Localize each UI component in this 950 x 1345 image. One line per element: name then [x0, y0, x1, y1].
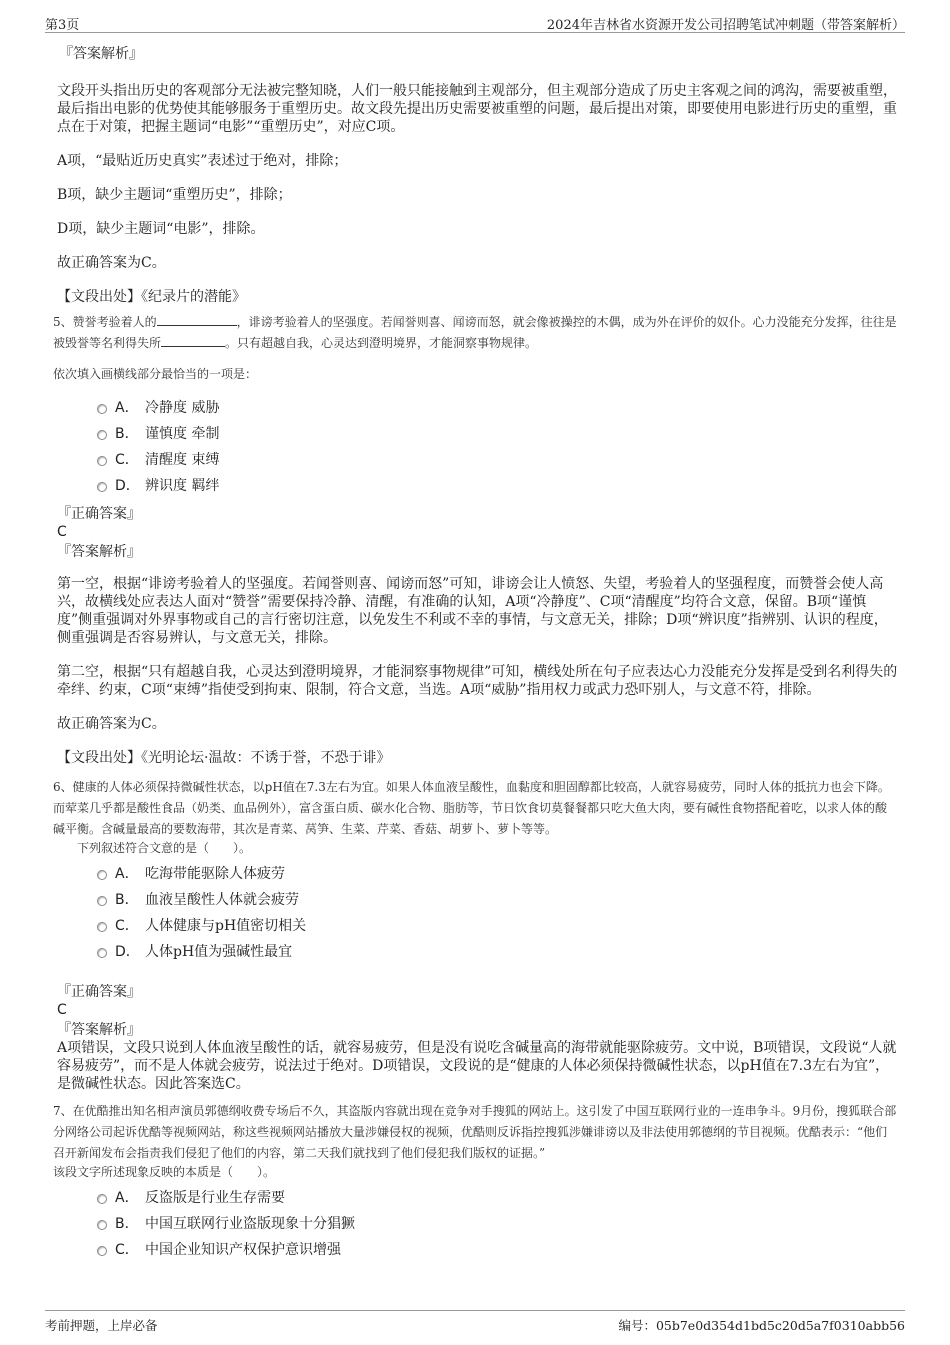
correct-answer-label: 『正确答案』 — [57, 506, 141, 522]
option-list — [57, 1185, 898, 1263]
radio-icon[interactable] — [97, 482, 107, 492]
analysis-label: 『答案解析』 — [57, 544, 141, 560]
option-a[interactable] — [57, 1185, 898, 1211]
analysis-paragraph-1: 第一空，根据“诽谤考验着人的坚强度。若闻誉则喜、闻谤而怒”可知，诽谤会让人愤怒、失望，考验着人的坚强程度，而赞誉会使人高兴，故横线处应表达人面对“赞誉”需要保持冷静、清醒，有准确的认知，A项“冷静度”、C项“清醒度”均符合文意，保留。B项“谨慎度”侧重强调对外界事物或自己的言行密切注意，以免发生不利或不幸的事情，与文意无关，排除；D项“辨识度”指辨别、认识的程度，侧重强调是否容易辨认，与文意无关，排除。 — [57, 576, 888, 646]
option-letter: B． — [115, 1216, 139, 1232]
question-stem — [53, 312, 898, 354]
option-list — [57, 861, 898, 965]
radio-icon[interactable] — [97, 456, 107, 466]
radio-icon[interactable] — [97, 430, 107, 440]
analysis-paragraph: A项错误，文段只说到人体血液呈酸性的话，就容易疲劳，但是没有说吃含碱量高的海带就能驱除疲劳。文中说，B项错误，文段说“人就容易疲劳”，而不是人体就会疲劳，说法过于绝对。D项错误，文段说的是“健康的人体必须保持微碱性状态，以pH值在7.3左右为宜”，是微碱性状态。因此答案选C。 — [57, 1040, 897, 1092]
page-content — [53, 45, 898, 1263]
option-b-note: B项，缺少主题词“重塑历史”，排除； — [57, 187, 292, 203]
radio-icon[interactable] — [97, 870, 107, 880]
stem-part-3: 。只有超越自我，心灵达到澄明境界，才能洞察事物规律。 — [225, 336, 538, 350]
question-stem: 7、在优酷推出知名相声演员郭德纲收费专场后不久，其盗版内容就出现在竞争对手搜狐的网站上。这引发了中国互联网行业的一连串争斗。9月份，搜狐联合部分网络公司起诉优酷等视频网站，称这些视频网站播放大量涉嫌侵权的视频，优酷则反诉指控搜狐涉嫌诽谤以及非法使用郭德纲的节目视频。优酷表示：“他们召开新闻发布会指责我们侵犯了他们的内容，第二天我们就找到了他们侵犯我们版权的证据。” — [53, 1104, 897, 1160]
fill-blank-1 — [157, 325, 237, 326]
option-letter: D． — [115, 944, 140, 960]
footer-slogan: 考前押题，上岸必备 — [45, 1318, 158, 1333]
option-c[interactable] — [57, 1237, 898, 1263]
option-c[interactable] — [57, 913, 898, 939]
conclusion: 故正确答案为C。 — [57, 255, 166, 271]
question-prompt: 依次填入画横线部分最恰当的一项是： — [53, 367, 258, 381]
option-list — [57, 395, 898, 499]
document-title: 2024年吉林省水资源开发公司招聘笔试冲刺题（带答案解析） — [546, 18, 905, 33]
radio-icon[interactable] — [97, 404, 107, 414]
radio-icon[interactable] — [97, 922, 107, 932]
option-d[interactable] — [57, 939, 898, 965]
question-prompt: 下列叙述符合文意的是（ ）。 — [77, 841, 252, 855]
option-a-note: A项，“最贴近历史真实”表述过于绝对，排除； — [57, 153, 348, 169]
option-text: 人体健康与pH值密切相关 — [145, 918, 307, 934]
radio-icon[interactable] — [97, 1194, 107, 1204]
stem-part-1: 5、赞誉考验着人的 — [53, 315, 157, 329]
option-text: 血液呈酸性人体就会疲劳 — [145, 892, 299, 908]
option-letter: A． — [115, 866, 139, 882]
question-prompt: 该段文字所述现象反映的本质是（ ）。 — [53, 1165, 276, 1179]
option-letter: A． — [115, 1190, 139, 1206]
option-a[interactable] — [57, 861, 898, 887]
conclusion: 故正确答案为C。 — [57, 716, 166, 732]
radio-icon[interactable] — [97, 948, 107, 958]
question-6 — [53, 777, 898, 1093]
option-letter: D． — [115, 478, 140, 494]
option-letter: B． — [115, 892, 139, 908]
option-b[interactable] — [57, 421, 898, 447]
option-letter: A． — [115, 400, 139, 416]
source-note: 【文段出处】《纪录片的潜能》 — [57, 289, 246, 305]
page-number: 第3页 — [45, 18, 80, 33]
page-header — [45, 10, 905, 33]
option-text: 谨慎度 牵制 — [145, 426, 220, 442]
correct-answer-label: 『正确答案』 — [57, 984, 141, 1000]
analysis-block-q4 — [57, 45, 898, 306]
radio-icon[interactable] — [97, 1220, 107, 1230]
question-5 — [53, 312, 898, 767]
question-stem: 6、健康的人体必须保持微碱性状态，以pH值在7.3左右为宜。如果人体血液呈酸性，血黏度和胆固醇都比较高，人就容易疲劳，同时人体的抵抗力也会下降。而荤菜几乎都是酸性食品（奶类、血品例外），富含蛋白质、碳水化合物、脂肪等，节日饮食切莫餐餐都只吃大鱼大肉，要有碱性食物搭配着吃，以求人体的酸碱平衡。含碱量最高的要数海带，其次是青菜、莴笋、生菜、芹菜、香菇、胡萝卜、萝卜等等。 — [53, 780, 890, 836]
option-letter: C． — [115, 452, 139, 468]
correct-answer: C — [57, 1002, 67, 1018]
option-d-note: D项，缺少主题词“电影”，排除。 — [57, 221, 265, 237]
option-text: 吃海带能驱除人体疲劳 — [145, 866, 285, 882]
document-id: 编号：05b7e0d354d1bd5c20d5a7f0310abb56 — [618, 1318, 905, 1333]
option-text: 冷静度 威胁 — [145, 400, 220, 416]
radio-icon[interactable] — [97, 896, 107, 906]
fill-blank-2 — [161, 346, 225, 347]
analysis-label: 『答案解析』 — [59, 46, 143, 62]
analysis-label: 『答案解析』 — [57, 1022, 141, 1038]
option-a[interactable] — [57, 395, 898, 421]
option-text: 人体pH值为强碱性最宜 — [145, 944, 293, 960]
option-text: 辨识度 羁绊 — [145, 478, 220, 494]
option-b[interactable] — [57, 1211, 898, 1237]
source-note: 【文段出处】《光明论坛·温故：不诱于誉，不恐于诽》 — [57, 750, 391, 766]
question-7 — [53, 1101, 898, 1263]
option-c[interactable] — [57, 447, 898, 473]
correct-answer: C — [57, 524, 67, 540]
option-text: 反盗版是行业生存需要 — [145, 1190, 285, 1206]
analysis-paragraph: 文段开头指出历史的客观部分无法被完整知晓，人们一般只能接触到主观部分，但主观部分造成了历史主客观之间的鸿沟，需要被重塑，最后指出电影的优势使其能够服务于重塑历史。故文段先提出历史需要被重塑的问题，最后提出对策，即要使用电影进行历史的重塑，重点在于对策，把握主题词“电影”“重塑历史”，对应C项。 — [57, 83, 897, 135]
option-b[interactable] — [57, 887, 898, 913]
page-footer — [45, 1310, 905, 1333]
option-letter: C． — [115, 1242, 139, 1258]
option-text: 中国企业知识产权保护意识增强 — [145, 1242, 341, 1258]
radio-icon[interactable] — [97, 1246, 107, 1256]
option-letter: B． — [115, 426, 139, 442]
option-text: 清醒度 束缚 — [145, 452, 220, 468]
option-d[interactable] — [57, 473, 898, 499]
option-letter: C． — [115, 918, 139, 934]
option-text: 中国互联网行业盗版现象十分猖獗 — [145, 1216, 355, 1232]
stem-part-2: ，诽谤考验着人的坚强度。若闻誉则喜、闻谤而怒，就会像被操控的木偶，成为外在评价的奴仆。心力没能充分发挥，往往是被毁誉等名利得失所 — [53, 315, 897, 350]
analysis-paragraph-2: 第二空，根据“只有超越自我，心灵达到澄明境界，才能洞察事物规律”可知，横线处所在句子应表达心力没能充分发挥是受到名利得失的牵绊、约束，C项“束缚”指使受到拘束、限制，符合文意，当选。A项“威胁”指用权力或武力恐吓别人，与文意不符，排除。 — [57, 664, 898, 698]
